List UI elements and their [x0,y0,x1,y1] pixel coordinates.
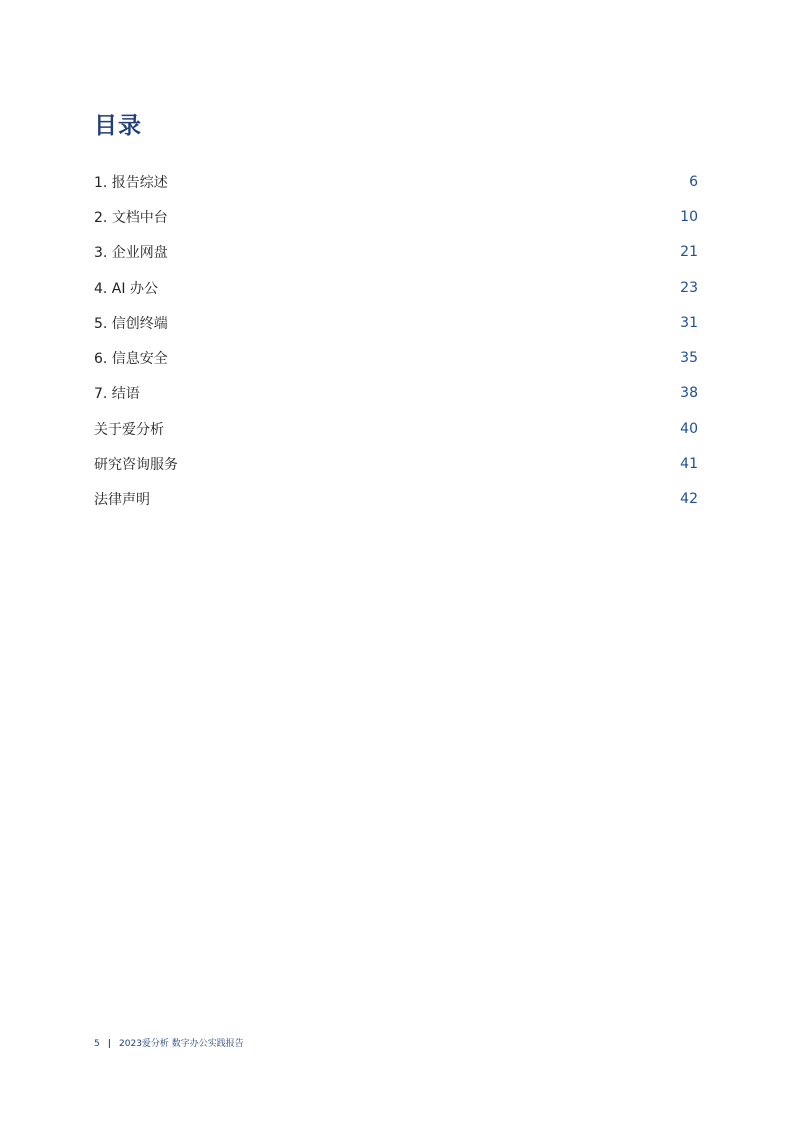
toc-entry-page-number: 38 [680,385,698,402]
toc-title: 目录 [94,113,142,139]
toc-entry-page-number: 6 [689,173,698,190]
toc-entry-page-number: 23 [680,279,698,296]
toc-entry-page-number: 10 [680,208,698,225]
toc-entry-about[interactable] [94,411,698,446]
toc-entry-document-platform[interactable] [94,199,698,234]
toc-entry-label: 关于爱分析 [94,421,164,438]
toc-entry-ai-office[interactable] [94,270,698,305]
toc-entry-overview[interactable] [94,164,698,199]
toc-entry-label: 法律声明 [94,492,150,509]
toc-entry-page-number: 41 [680,456,698,473]
toc-entry-label: 4. AI 办公 [94,280,158,297]
toc-entry-page-number: 31 [680,314,698,331]
toc-entry-label: 2. 文档中台 [94,209,168,226]
toc-list [94,164,698,517]
toc-entry-label: 1. 报告综述 [94,174,168,191]
footer-separator: | [107,1039,112,1049]
toc-entry-label: 6. 信息安全 [94,351,168,368]
toc-entry-label: 研究咨询服务 [94,457,178,474]
toc-entry-page-number: 21 [680,244,698,261]
toc-entry-information-security[interactable] [94,340,698,375]
toc-entry-label: 5. 信创终端 [94,315,168,332]
toc-entry-conclusion[interactable] [94,376,698,411]
toc-entry-enterprise-drive[interactable] [94,235,698,270]
footer-page-number: 5 [94,1039,100,1049]
toc-entry-page-number: 42 [680,491,698,508]
toc-entry-label: 3. 企业网盘 [94,245,168,262]
toc-entry-label: 7. 结语 [94,386,140,403]
toc-entry-xinchuang-terminal[interactable] [94,305,698,340]
toc-entry-page-number: 35 [680,350,698,367]
toc-entry-research-services[interactable] [94,446,698,481]
page-footer [94,1038,244,1050]
toc-entry-legal-notice[interactable] [94,482,698,517]
toc-entry-page-number: 40 [680,420,698,437]
footer-report-title: 2023爱分析 数字办公实践报告 [119,1039,244,1049]
